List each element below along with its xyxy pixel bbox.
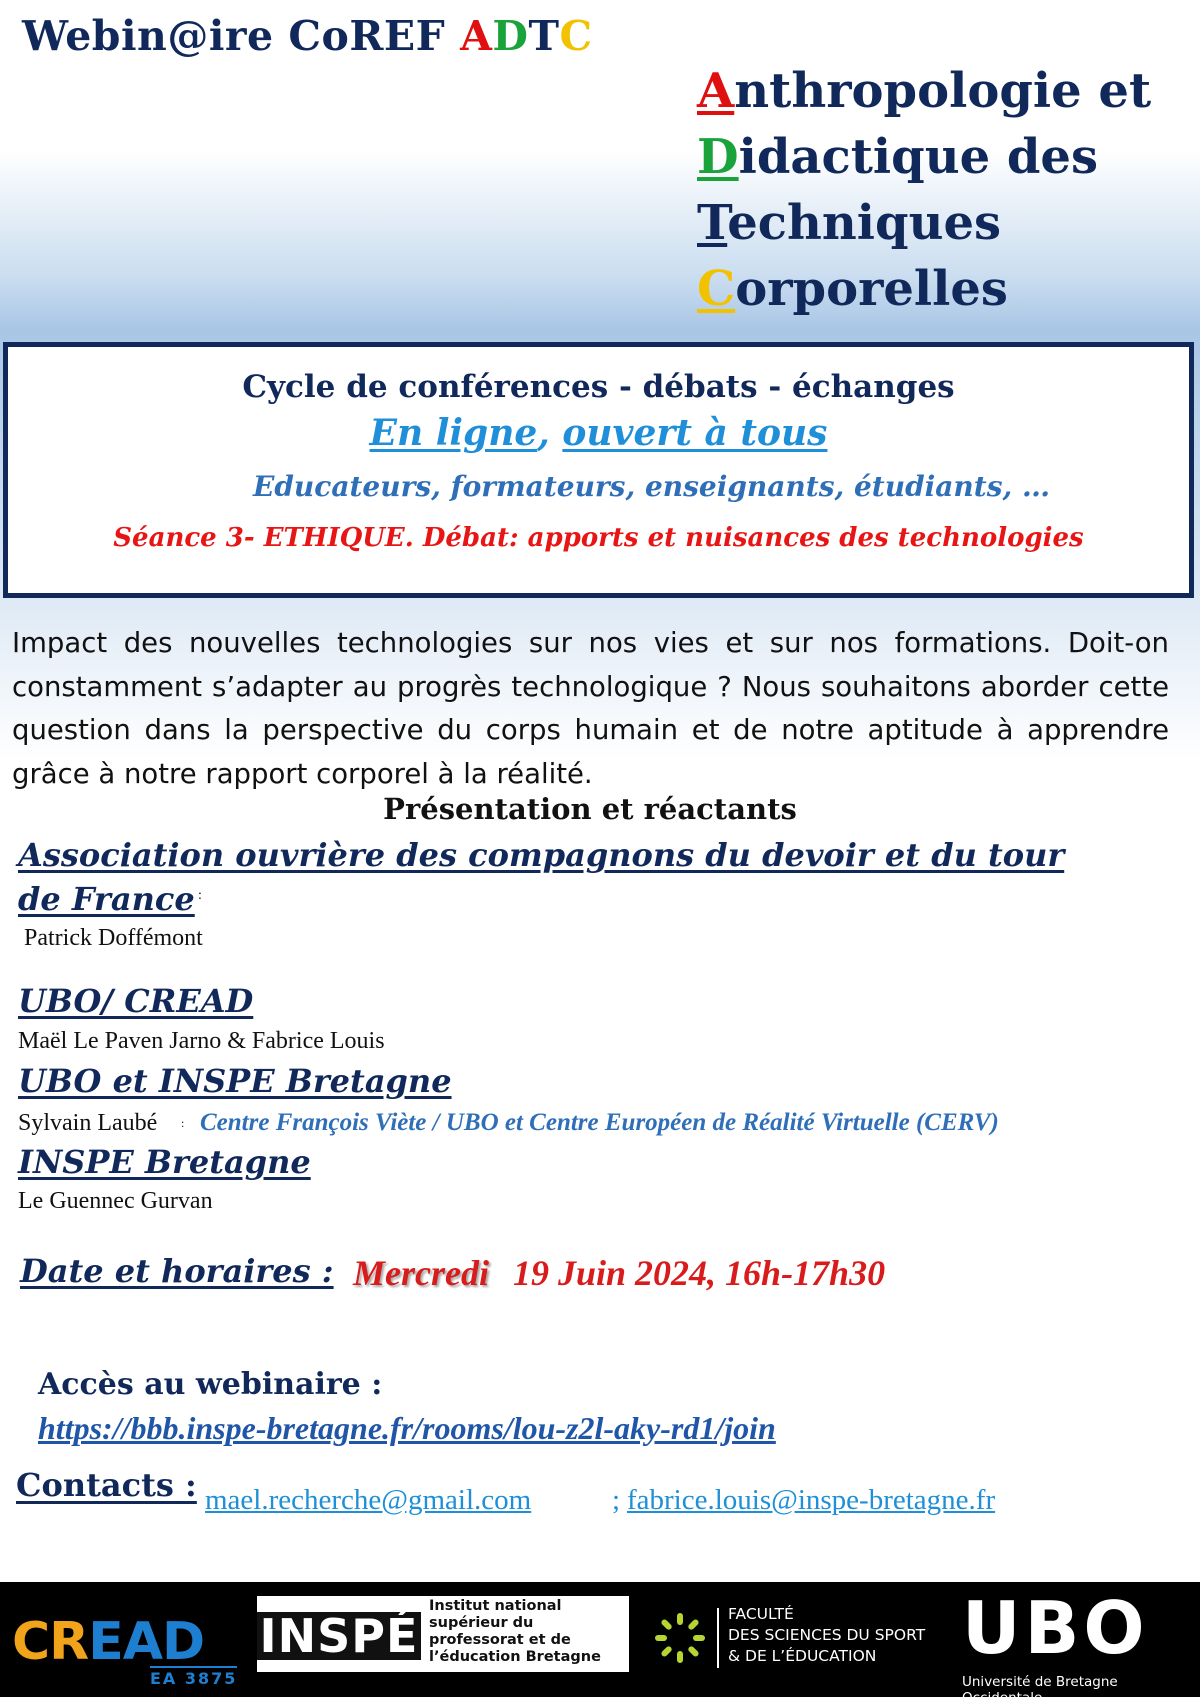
cycle-title: Cycle de conférences - débats - échanges (242, 369, 955, 405)
cread-logo: CREAD (12, 1612, 205, 1672)
date-time: 19 Juin 2024, 16h-17h30 (513, 1253, 886, 1293)
date-label: Date et horaires : (20, 1252, 334, 1290)
inspe-wordmark: INSPÉ (257, 1612, 421, 1660)
contact-separator: ; (612, 1484, 621, 1516)
sport-divider (717, 1608, 719, 1668)
adtc-letter-t: T (528, 12, 560, 60)
person-le-guennec: Le Guennec Gurvan (18, 1188, 213, 1214)
org-compagnons-colon: : (198, 888, 202, 903)
intro-paragraph: Impact des nouvelles technologies sur nos vies et sur nos formations. Doit-on constamment s’adapter au progrès technologique ? Nous souhaitons aborder cette question dans la perspective du corps humain et de notre aptitude à apprendre grâce à notre rapport corporel à la réalité. (12, 627, 1169, 790)
adtc-letter-d: D (492, 12, 529, 60)
access-label: Accès au webinaire : (38, 1367, 383, 1402)
acronym-line-c: Corporelles (697, 261, 1008, 317)
sport-faculty-text: FACULTÉ DES SCIENCES DU SPORT & DE L’ÉDUCATION (728, 1605, 926, 1665)
webinar-title (22, 12, 593, 60)
person-laube-colon: : (181, 1116, 185, 1130)
date-day: Mercredi (353, 1253, 489, 1293)
cread-code: EA 3875 (150, 1666, 237, 1688)
online-label: En ligne (369, 412, 538, 454)
org-compagnons-line2: de France (18, 880, 195, 918)
affiliation-laube: Centre François Viète / UBO et Centre Européen de Réalité Virtuelle (CERV) (200, 1109, 999, 1136)
online-banner: En ligne, ouvert à tous (369, 412, 828, 454)
contact-email-fabrice[interactable]: fabrice.louis@inspe-bretagne.fr (627, 1484, 996, 1516)
org-inspe-bretagne: INSPE Bretagne (18, 1143, 311, 1181)
contact-email-mael[interactable]: mael.recherche@gmail.com (205, 1484, 532, 1516)
acronym-line-a: Anthropologie et (697, 63, 1152, 119)
open-to-all-label: ouvert à tous (562, 412, 828, 454)
person-doffemont: Patrick Doffémont (24, 925, 203, 951)
webinar-prefix: Webin@ire CoREF (22, 12, 461, 60)
adtc-letter-a: A (460, 12, 493, 60)
inspe-description: Institut national supérieur du professorat et de l’éducation Bretagne (429, 1598, 601, 1665)
footer-logos (0, 1582, 1200, 1706)
cycle-info-box (3, 342, 1194, 598)
webinar-link[interactable]: https://bbb.inspe-bretagne.fr/rooms/lou-z2l-aky-rd1/join (38, 1410, 776, 1446)
acronym-line-t: Techniques (697, 195, 1002, 251)
acronym-line-d: Didactique des (697, 129, 1098, 185)
org-compagnons-line1: Association ouvrière des compagnons du devoir et du tour (18, 836, 1065, 874)
org-ubo-cread: UBO/ CREAD (18, 982, 254, 1020)
adtc-letter-c: C (559, 12, 593, 60)
inspe-logo (257, 1596, 629, 1672)
person-lepaven-louis: Maël Le Paven Jarno & Fabrice Louis (18, 1028, 385, 1054)
ubo-logo: UBO (962, 1586, 1149, 1670)
contacts-label: Contacts : (16, 1466, 197, 1504)
acronym-expansion (697, 58, 1151, 322)
ubo-name: Université de Bretagne Occidentale (962, 1674, 1118, 1706)
sport-faculty-sun-icon (654, 1612, 706, 1664)
audience-line: Educateurs, formateurs, enseignants, étudiants, … (253, 470, 1050, 503)
person-laube: Sylvain Laubé (18, 1110, 158, 1136)
seance-title: Séance 3- ETHIQUE. Débat: apports et nuisances des technologies (113, 523, 1084, 553)
org-ubo-inspe: UBO et INSPE Bretagne (18, 1062, 452, 1100)
presentation-heading: Présentation et réactants (383, 792, 797, 826)
